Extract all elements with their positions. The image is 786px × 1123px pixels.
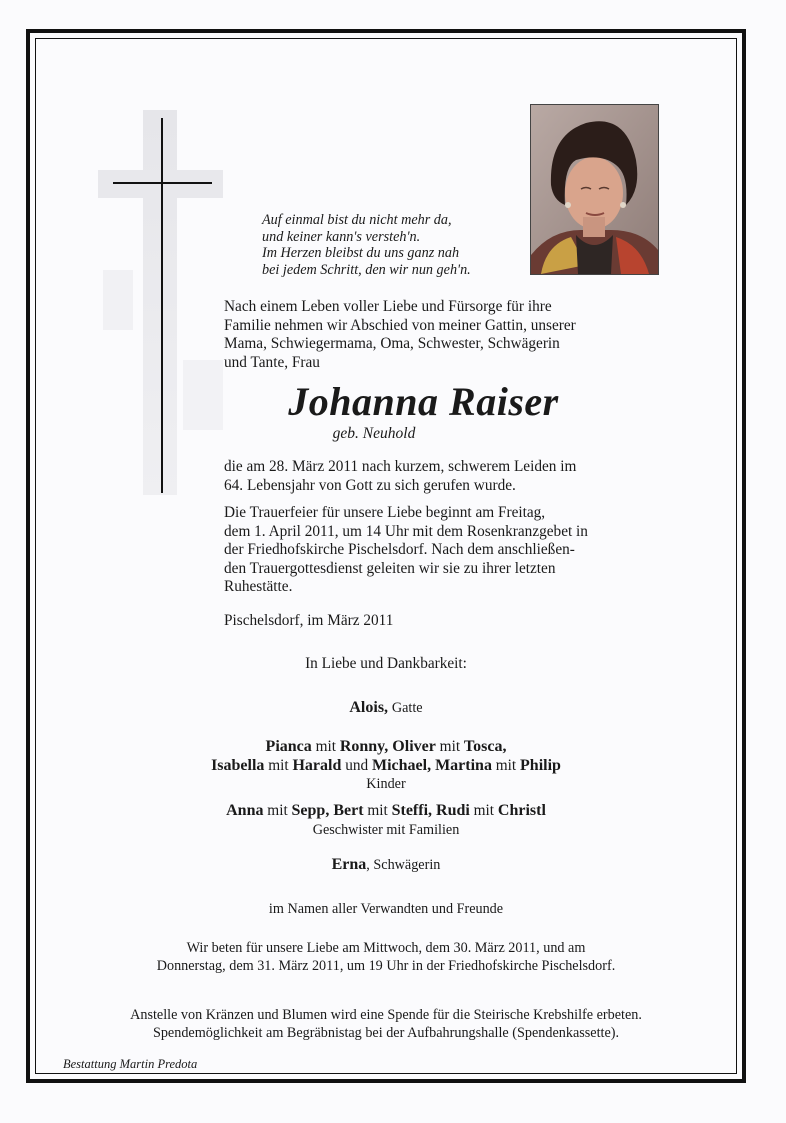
mourner-name: Steffi, Rudi bbox=[391, 802, 470, 819]
children-line-2 bbox=[36, 756, 736, 775]
birth-name: geb. Neuhold bbox=[332, 425, 416, 442]
cross-icon bbox=[113, 118, 213, 493]
funeral-line: Ruhestätte. bbox=[224, 578, 293, 595]
connector: mit bbox=[268, 757, 289, 774]
sister-in-law-role: , Schwägerin bbox=[366, 857, 441, 873]
mourner-name: Pianca bbox=[265, 738, 312, 755]
undertaker-credit: Bestattung Martin Predota bbox=[63, 1057, 198, 1071]
connector: mit bbox=[367, 802, 388, 819]
donation-line: Anstelle von Kränzen und Blumen wird eine Spende für die Steirische Krebshilfe erbeten. bbox=[130, 1007, 642, 1023]
death-line: die am 28. März 2011 nach kurzem, schwerem Leiden im bbox=[224, 458, 577, 475]
funeral-paragraph bbox=[224, 504, 623, 597]
sister-in-law-line bbox=[36, 855, 736, 875]
siblings-label: Geschwister mit Familien bbox=[312, 822, 460, 838]
connector: mit bbox=[315, 738, 336, 755]
children-line-1 bbox=[36, 737, 736, 756]
intro-line: und Tante, Frau bbox=[224, 353, 320, 371]
mourner-name: Michael, Martina bbox=[371, 757, 492, 774]
intro-paragraph bbox=[224, 298, 623, 372]
poem bbox=[262, 212, 522, 278]
poem-line: und keiner kann's versteh'n. bbox=[262, 228, 421, 245]
mourner-name: Ronny, Oliver bbox=[339, 738, 436, 755]
gratitude-line: In Liebe und Dankbarkeit: bbox=[305, 655, 467, 672]
funeral-line: dem 1. April 2011, um 14 Uhr mit dem Rosenkranzgebet in bbox=[224, 522, 588, 540]
others-line: im Namen aller Verwandten und Freunde bbox=[268, 901, 504, 917]
intro-line: Nach einem Leben voller Liebe und Fürsorge für ihre bbox=[224, 298, 552, 315]
intro-line: Familie nehmen wir Abschied von meiner Gattin, unserer bbox=[224, 316, 576, 334]
siblings-line bbox=[36, 801, 736, 820]
poem-line: bei jedem Schritt, den wir nun geh'n. bbox=[262, 261, 471, 278]
prayer-line: Wir beten für unsere Liebe am Mittwoch, dem 30. März 2011, und am bbox=[186, 940, 586, 956]
connector: mit bbox=[495, 757, 517, 774]
mourner-name: Anna bbox=[226, 802, 264, 819]
mourner-name: Sepp, Bert bbox=[291, 802, 364, 819]
husband-role: Gatte bbox=[391, 700, 423, 716]
place-date: Pischelsdorf, im März 2011 bbox=[224, 612, 394, 629]
funeral-line: Die Trauerfeier für unsere Liebe beginnt am Freitag, bbox=[224, 504, 546, 521]
poem-line: Im Herzen bleibst du uns ganz nah bbox=[262, 245, 460, 262]
connector: und bbox=[345, 757, 369, 774]
deceased-name: Johanna Raiser bbox=[288, 379, 559, 424]
connector: mit bbox=[473, 802, 495, 819]
donation-line: Spendemöglichkeit am Begräbnistag bei der Aufbahrungshalle (Spendenkassette). bbox=[152, 1025, 620, 1041]
mourner-name: Philip bbox=[520, 757, 561, 774]
portrait-photo bbox=[530, 104, 659, 275]
mourner-name: Tosca, bbox=[463, 738, 507, 755]
connector: mit bbox=[267, 802, 288, 819]
sister-in-law-name: Erna bbox=[331, 856, 367, 873]
prayer-line: Donnerstag, dem 31. März 2011, um 19 Uhr in der Friedhofskirche Pischelsdorf. bbox=[156, 958, 616, 974]
children-label: Kinder bbox=[366, 776, 406, 792]
funeral-line: den Trauergottesdienst geleiten wir sie zu ihrer letzten bbox=[224, 559, 556, 577]
funeral-line: der Friedhofskirche Pischelsdorf. Nach dem anschließen- bbox=[224, 541, 575, 558]
husband-line bbox=[36, 698, 736, 718]
mourner-name: Christl bbox=[497, 802, 546, 819]
mourner-name: Isabella bbox=[211, 757, 265, 774]
death-paragraph bbox=[224, 458, 623, 495]
death-line: 64. Lebensjahr von Gott zu sich gerufen wurde. bbox=[224, 476, 516, 494]
intro-line: Mama, Schwiegermama, Oma, Schwester, Schwägerin bbox=[224, 335, 560, 352]
poem-line: Auf einmal bist du nicht mehr da, bbox=[262, 212, 452, 228]
mourner-name: Harald bbox=[292, 757, 342, 774]
husband-name: Alois, bbox=[349, 699, 389, 716]
connector: mit bbox=[439, 738, 461, 755]
